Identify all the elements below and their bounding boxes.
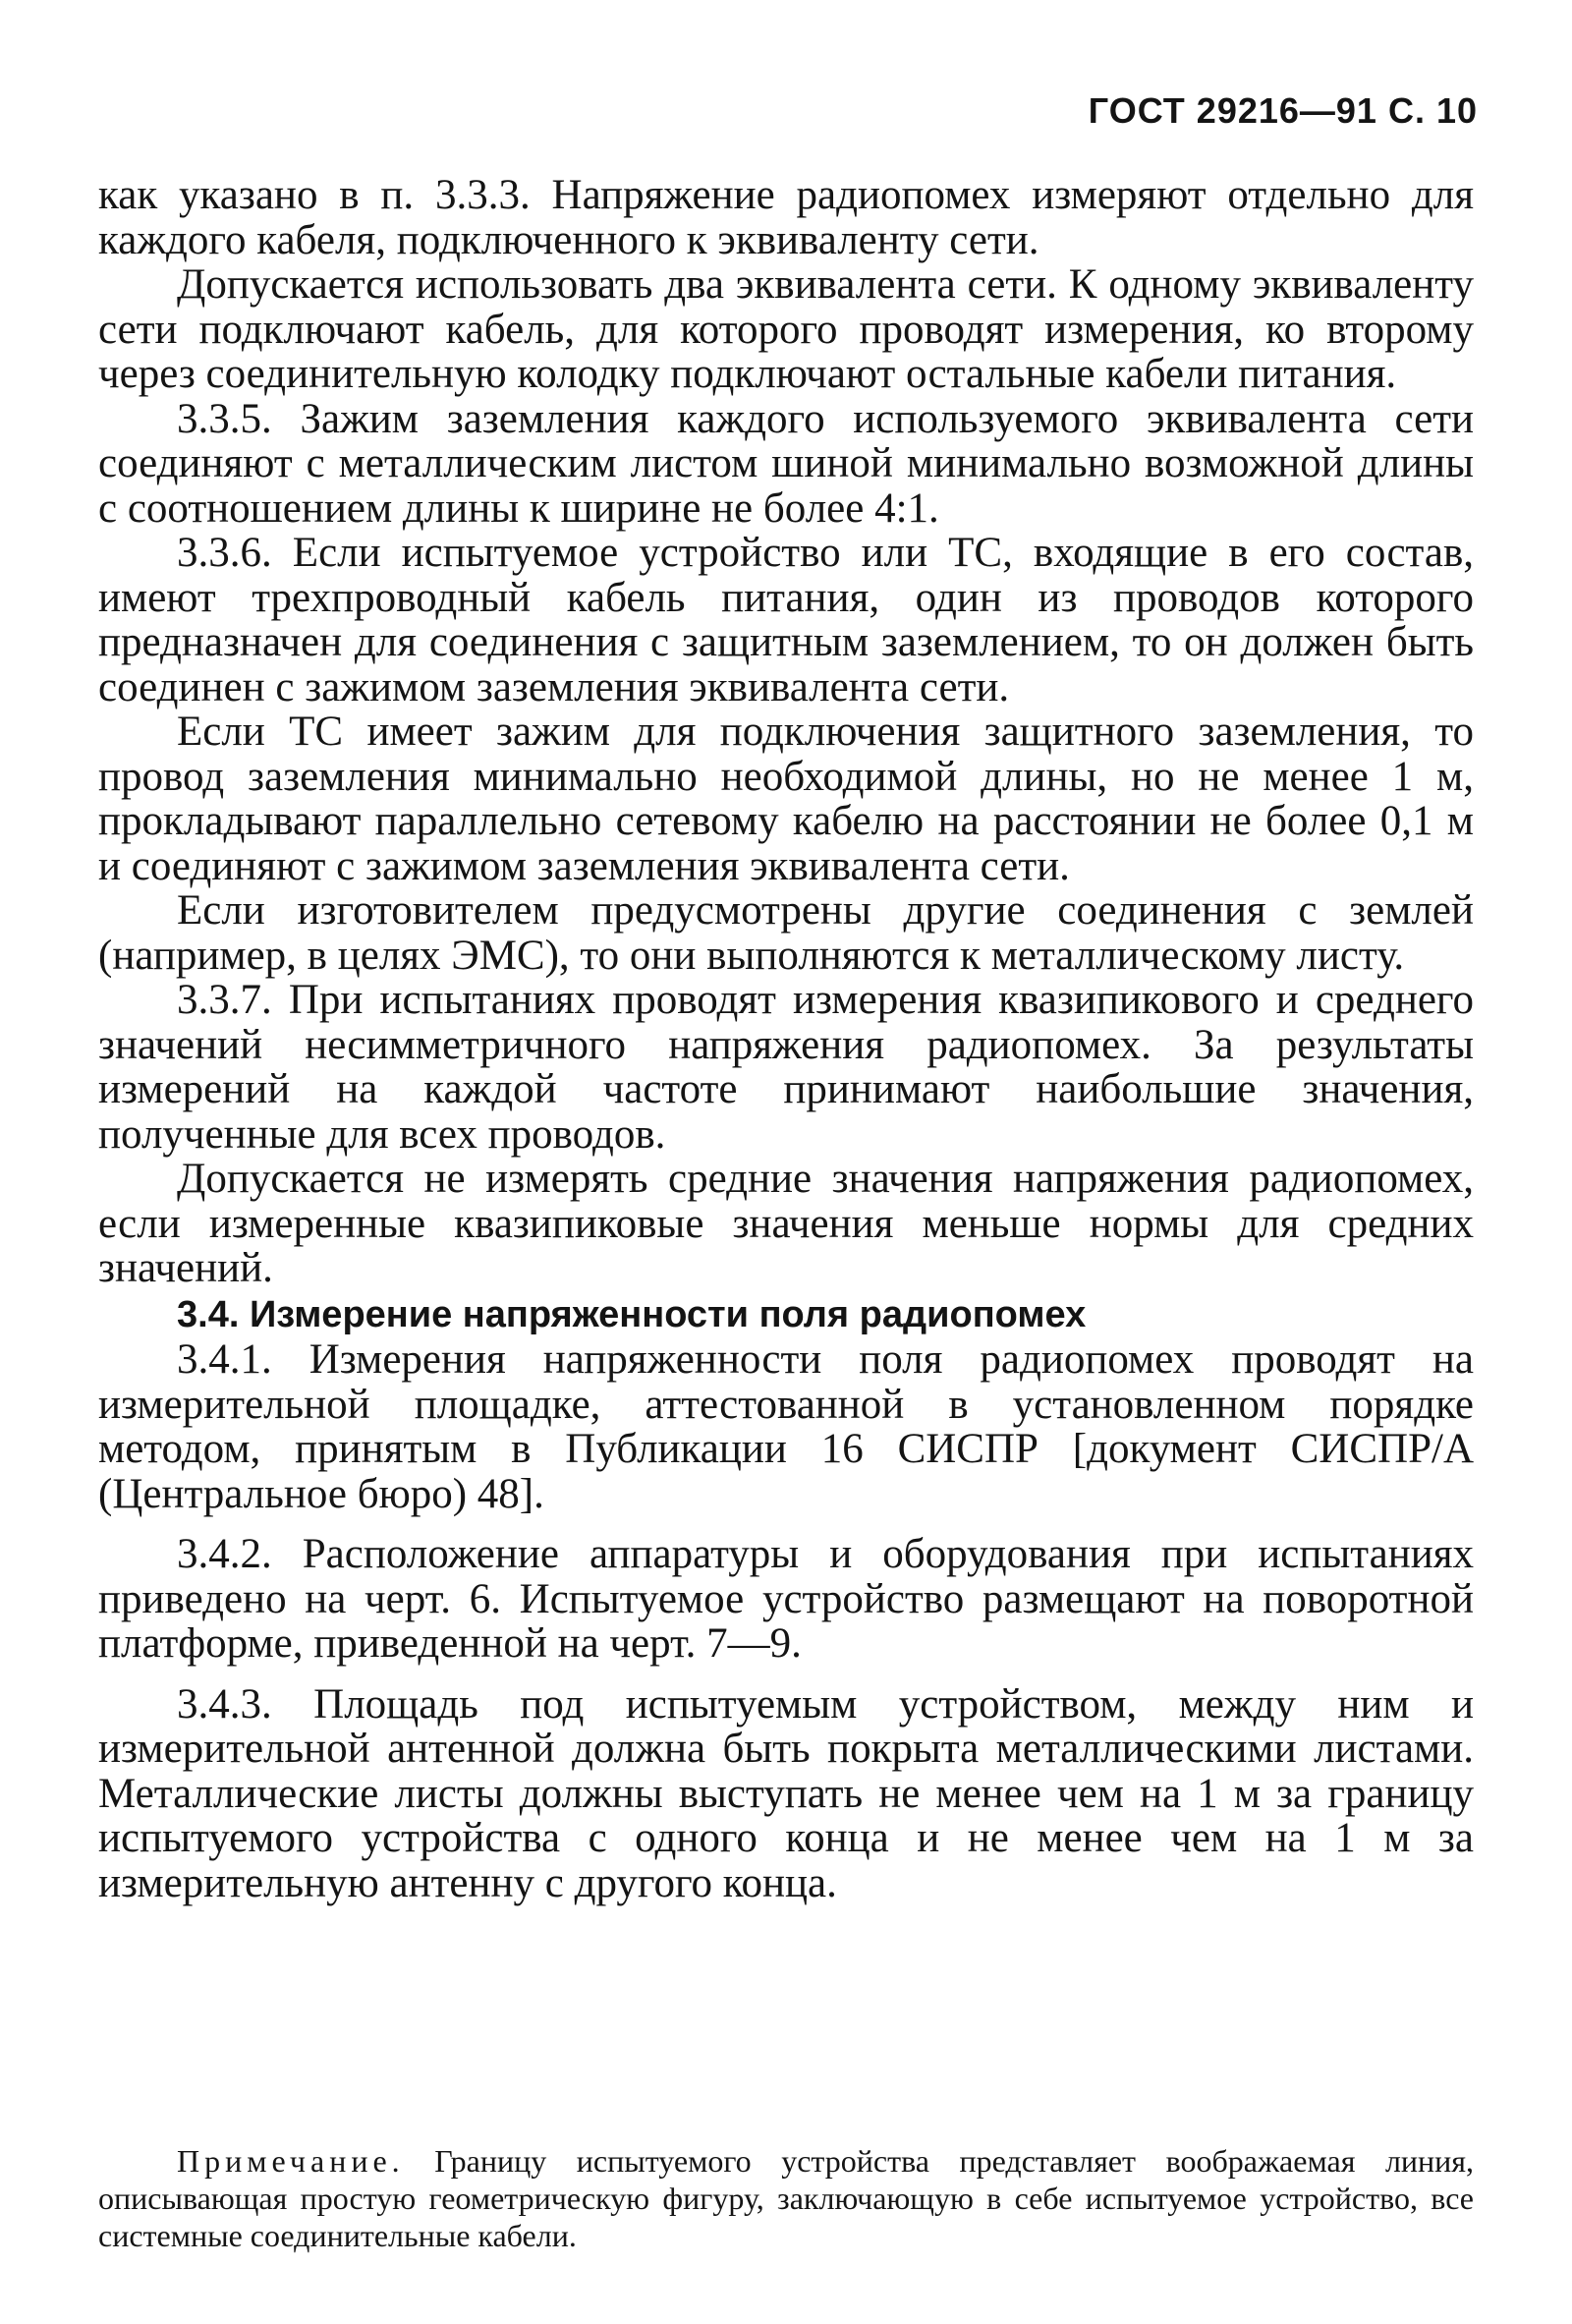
paragraph-8: Допускается не измерять средние значения напряжения радиопомех, если измеренные квазипиковые значения меньше нормы для средних значений. [98, 1156, 1474, 1291]
paragraph-7: 3.3.7. При испытаниях проводят измерения квазипикового и среднего значений несимметричного напряжения радиопомех. За результаты измерений на каждой частоте принимают наибольшие значения, полученные для всех проводов. [98, 977, 1474, 1158]
paragraph-10: 3.4.1. Измерения напряженности поля радиопомех проводят на измерительной площадке, аттестованной в установленном порядке методом, принятым в Публикации 16 СИСПР [документ СИСПР/А (Центральное бюро) 48]. [98, 1336, 1474, 1517]
note-label: Примечание. [177, 2143, 405, 2179]
paragraph-4: 3.3.6. Если испытуемое устройство или ТС, входящие в его состав, имеют трехпроводный кабель питания, один из проводов которого предназначен для соединения с защитным заземлением, то он должен быть соединен с зажимом заземления эквивалента сети. [98, 530, 1474, 710]
paragraph-12: 3.4.3. Площадь под испытуемым устройством, между ним и измерительной антенной должна быть покрыта металлическими листами. Металлические листы должны выступать не менее чем на 1 м за границу испытуемого устройства с одного конца и не менее чем на 1 м за измерительную антенну с другого конца. [98, 1680, 1474, 1906]
body-text [98, 173, 1474, 1905]
paragraph-11: 3.4.2. Расположение аппаратуры и оборудования при испытаниях приведено на черт. 6. Испытуемое устройство размещают на поворотной платформе, приведенной на черт. 7—9. [98, 1531, 1474, 1667]
section-heading-text: 3.4. Измерение напряженности поля радиопомех [177, 1293, 1087, 1335]
page-header: ГОСТ 29216—91 С. 10 [1088, 90, 1478, 131]
paragraph-1: как указано в п. 3.3.3. Напряжение радиопомех измеряют отдельно для каждого кабеля, подключенного к эквиваленту сети. [98, 172, 1474, 263]
paragraph-2: Допускается использовать два эквивалента сети. К одному эквиваленту сети подключают кабель, для которого проводят измерения, ко второму через соединительную колодку подключают остальные кабели питания. [98, 261, 1474, 397]
note [98, 2142, 1474, 2254]
note-text: Границу испытуемого устройства представляет воображаемая линия, описывающая простую геометрическую фигуру, заключающую в себе испытуемое устройство, все системные соединительные кабели. [98, 2143, 1475, 2253]
paragraph-6: Если изготовителем предусмотрены другие соединения с землей (например, в целях ЭМС), то они выполняются к металлическому листу. [98, 887, 1474, 979]
paragraph-5: Если ТС имеет зажим для подключения защитного заземления, то провод заземления минимально необходимой длины, но не менее 1 м, прокладывают параллельно сетевому кабелю на расстоянии не более 0,1 м и соединяют с зажимом заземления эквивалента сети. [98, 709, 1474, 889]
section-heading [98, 1291, 1474, 1338]
paragraph-3: 3.3.5. Зажим заземления каждого используемого эквивалента сети соединяют с металлическим листом шиной минимально возможной длины с соотношением длины к ширине не более 4:1. [98, 395, 1474, 532]
